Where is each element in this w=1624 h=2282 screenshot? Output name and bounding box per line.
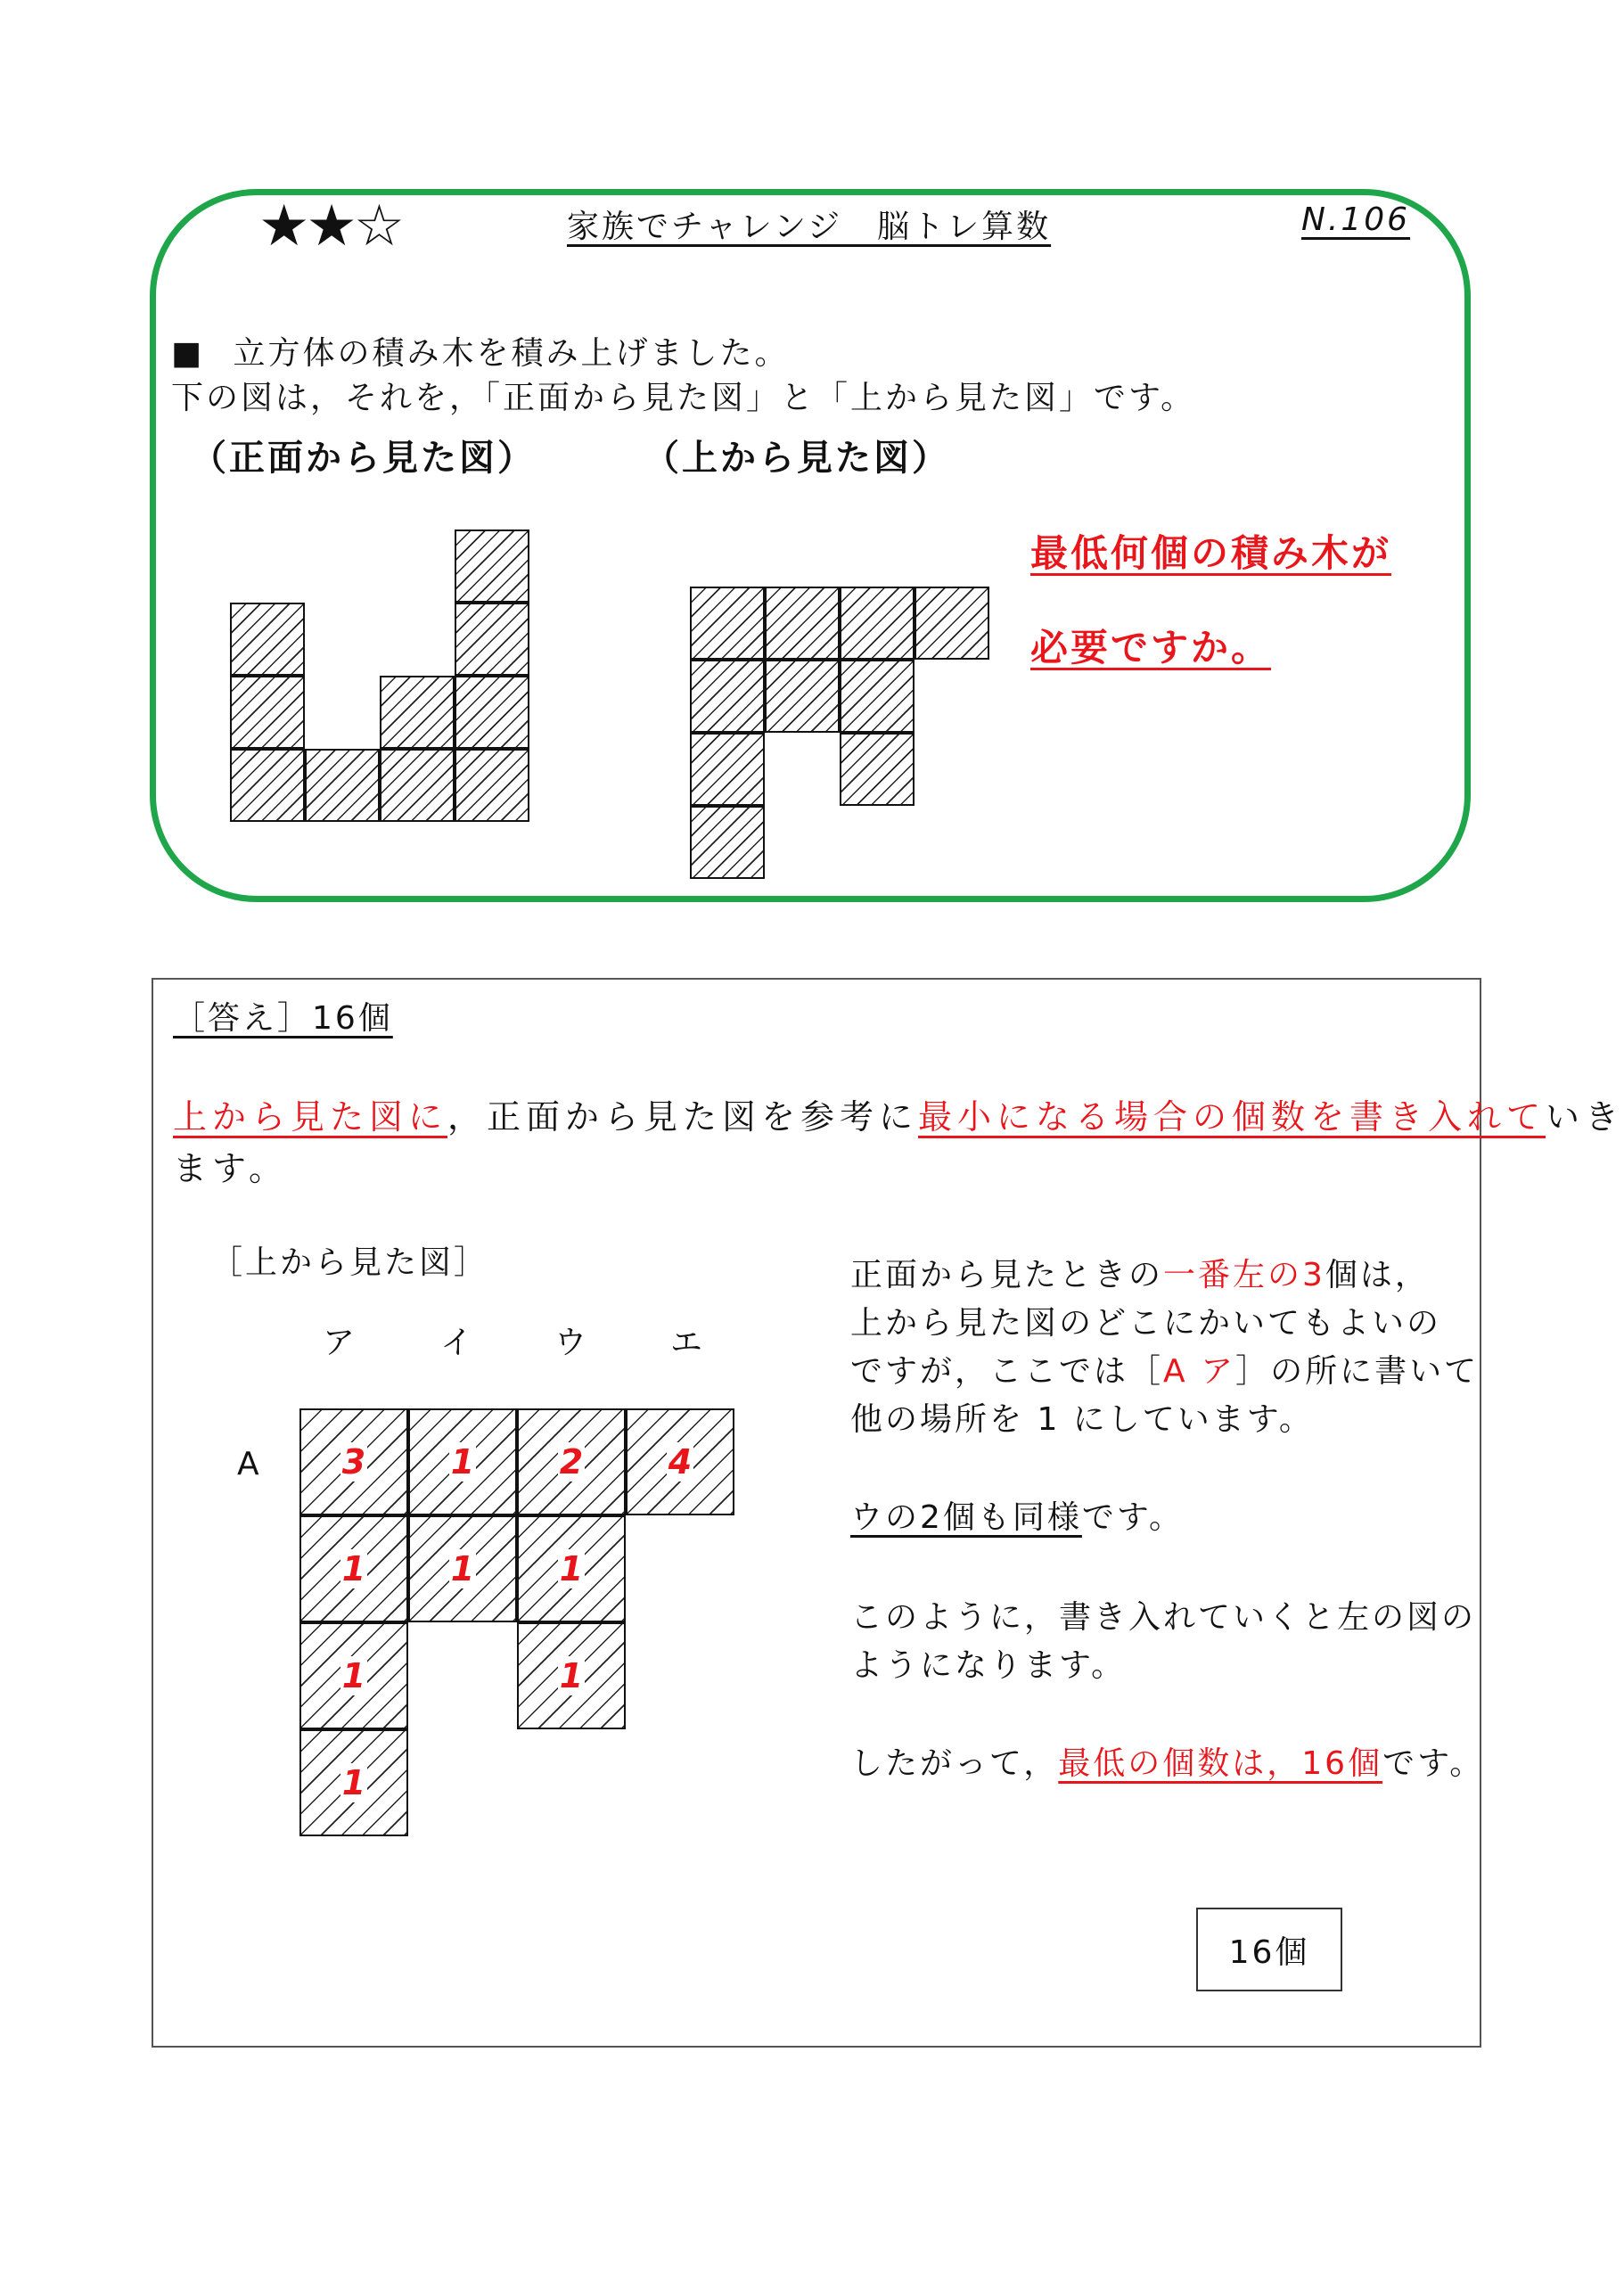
answer-intro-line-2: ます。 bbox=[173, 1149, 288, 1188]
answer-cell bbox=[299, 1515, 408, 1622]
answer-header: ［答え］16個 bbox=[173, 1000, 393, 1037]
front-block bbox=[455, 676, 529, 749]
problem-line-2: 下の図は，それを，「正面から見た図」と「上から見た図」です。 bbox=[171, 380, 1196, 416]
exp-highlight: A ア bbox=[1163, 1353, 1236, 1390]
final-answer-box bbox=[1196, 1908, 1342, 1991]
front-block bbox=[230, 749, 305, 822]
cell-value: 3 bbox=[341, 1442, 366, 1482]
row-label-a: A bbox=[237, 1446, 262, 1482]
answer-cell bbox=[299, 1408, 408, 1515]
intro-text: ，正面から見た図を参考に bbox=[447, 1097, 919, 1137]
front-block bbox=[455, 603, 529, 676]
answer-cell bbox=[517, 1408, 626, 1515]
problem-number: N.106 bbox=[1301, 201, 1411, 238]
answer-cell bbox=[299, 1622, 408, 1729]
front-block bbox=[230, 676, 305, 749]
col-label-a: ア bbox=[323, 1325, 358, 1361]
cell-value: 1 bbox=[450, 1442, 475, 1482]
top-block bbox=[765, 660, 840, 733]
answer-cell bbox=[626, 1408, 734, 1515]
front-block bbox=[455, 529, 529, 603]
problem-line-1 bbox=[171, 328, 789, 373]
cell-value: 1 bbox=[450, 1549, 475, 1588]
answer-cell bbox=[408, 1408, 517, 1515]
intro-end: いき bbox=[1546, 1097, 1624, 1137]
bullet-square-icon: ■ bbox=[171, 335, 205, 372]
exp-text: 正面から見たときの bbox=[850, 1257, 1164, 1293]
top-block bbox=[765, 587, 840, 660]
cell-value: 2 bbox=[559, 1442, 584, 1482]
explanation-line-7: ようになります。 bbox=[850, 1647, 1127, 1684]
cell-value: 1 bbox=[559, 1549, 584, 1588]
question-line-1: 最低何個の積み木が bbox=[1030, 531, 1392, 575]
exp-underlined: ウの2個も同様 bbox=[850, 1499, 1082, 1536]
col-label-u: ウ bbox=[554, 1325, 590, 1361]
answer-cell bbox=[517, 1515, 626, 1622]
star-icon: ★★☆ bbox=[258, 193, 402, 259]
front-block bbox=[380, 676, 455, 749]
top-block bbox=[915, 587, 989, 660]
answer-cell bbox=[517, 1622, 626, 1729]
front-block bbox=[455, 749, 529, 822]
explanation-line-4: 他の場所を 1 にしています。 bbox=[850, 1401, 1314, 1438]
explanation-line-6: このように，書き入れていくと左の図の bbox=[850, 1599, 1477, 1636]
exp-text: です。 bbox=[1081, 1499, 1185, 1536]
explanation-line-5 bbox=[850, 1492, 1184, 1538]
cell-value: 1 bbox=[341, 1549, 366, 1588]
cell-value: 4 bbox=[668, 1442, 693, 1482]
front-block bbox=[380, 749, 455, 822]
answer-cell bbox=[299, 1729, 408, 1836]
cell-value: 1 bbox=[341, 1656, 366, 1695]
cell-value: 1 bbox=[559, 1656, 584, 1695]
top-block bbox=[690, 806, 765, 879]
front-block bbox=[305, 749, 380, 822]
top-block bbox=[840, 587, 915, 660]
exp-text: です。 bbox=[1382, 1745, 1485, 1782]
label-front-view: （正面から見た図） bbox=[191, 438, 536, 479]
explanation-line-8 bbox=[850, 1738, 1484, 1784]
exp-text: 個は， bbox=[1325, 1257, 1430, 1293]
explanation-line-3 bbox=[850, 1346, 1479, 1391]
front-block bbox=[230, 603, 305, 676]
top-block bbox=[690, 733, 765, 806]
intro-highlight-2: 最小になる場合の個数を書き入れて bbox=[918, 1097, 1546, 1137]
problem-statement-1: 立方体の積み木を積み上げました。 bbox=[233, 335, 790, 372]
exp-highlight: 一番左の3 bbox=[1163, 1257, 1325, 1293]
difficulty-stars bbox=[258, 193, 402, 259]
top-block bbox=[840, 733, 915, 806]
answer-intro-line-1 bbox=[173, 1089, 1624, 1138]
exp-text: ですが，ここでは［ bbox=[850, 1353, 1164, 1390]
answer-cell bbox=[408, 1515, 517, 1622]
final-answer: 16個 bbox=[1228, 1933, 1310, 1971]
grid-label: ［上から見た図］ bbox=[210, 1244, 489, 1281]
explanation-line-1 bbox=[850, 1250, 1430, 1295]
exp-text: ］の所に書いて bbox=[1235, 1353, 1480, 1390]
col-label-i: イ bbox=[440, 1325, 476, 1361]
top-block bbox=[690, 660, 765, 733]
label-top-view: （上から見た図） bbox=[644, 438, 950, 479]
problem-title: 家族でチャレンジ 脳トレ算数 bbox=[567, 209, 1052, 245]
question-line-2: 必要ですか。 bbox=[1030, 626, 1272, 669]
top-block bbox=[690, 587, 765, 660]
explanation-line-2: 上から見た図のどこにかいてもよいの bbox=[850, 1305, 1442, 1342]
exp-text: したがって， bbox=[850, 1745, 1059, 1782]
intro-highlight-1: 上から見た図に bbox=[173, 1097, 448, 1137]
exp-highlight: 最低の個数は，16個 bbox=[1058, 1745, 1383, 1782]
top-block bbox=[840, 660, 915, 733]
col-label-e: エ bbox=[670, 1325, 706, 1361]
cell-value: 1 bbox=[341, 1763, 366, 1802]
